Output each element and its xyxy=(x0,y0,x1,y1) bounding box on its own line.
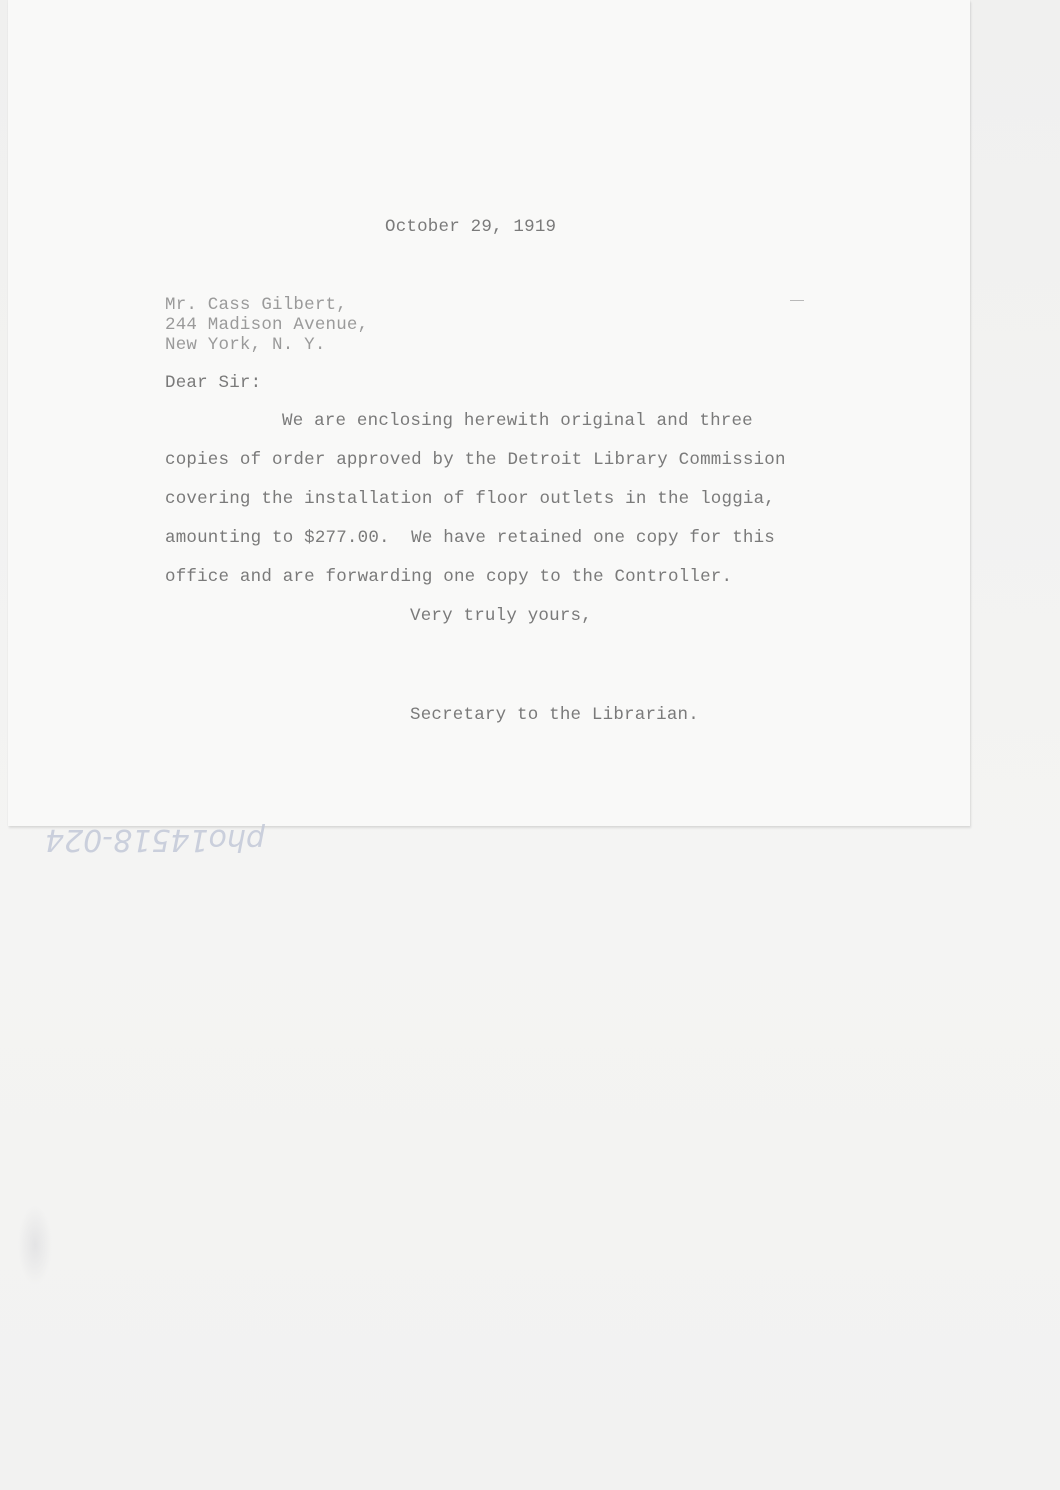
archive-stamp xyxy=(40,768,270,857)
page-smudge xyxy=(18,1205,52,1285)
address-line-city: New York, N. Y. xyxy=(165,335,326,355)
stray-mark xyxy=(790,300,804,301)
signature-title: Secretary to the Librarian. xyxy=(410,705,699,725)
archive-stamp-text: pho14518-024 xyxy=(45,822,265,857)
body-line-5: office and are forwarding one copy to the Controller. xyxy=(165,567,733,587)
body-line-1: We are enclosing herewith original and three xyxy=(282,411,753,431)
body-line-2: copies of order approved by the Detroit Library Commission xyxy=(165,450,786,470)
address-line-name: Mr. Cass Gilbert, xyxy=(165,295,347,315)
address-line-street: 244 Madison Avenue, xyxy=(165,315,369,335)
body-line-3: covering the installation of floor outlets in the loggia, xyxy=(165,489,775,509)
closing: Very truly yours, xyxy=(410,606,592,626)
letter-date: October 29, 1919 xyxy=(385,217,557,237)
salutation: Dear Sir: xyxy=(165,373,262,393)
body-line-4: amounting to $277.00. We have retained one copy for this xyxy=(165,528,775,548)
